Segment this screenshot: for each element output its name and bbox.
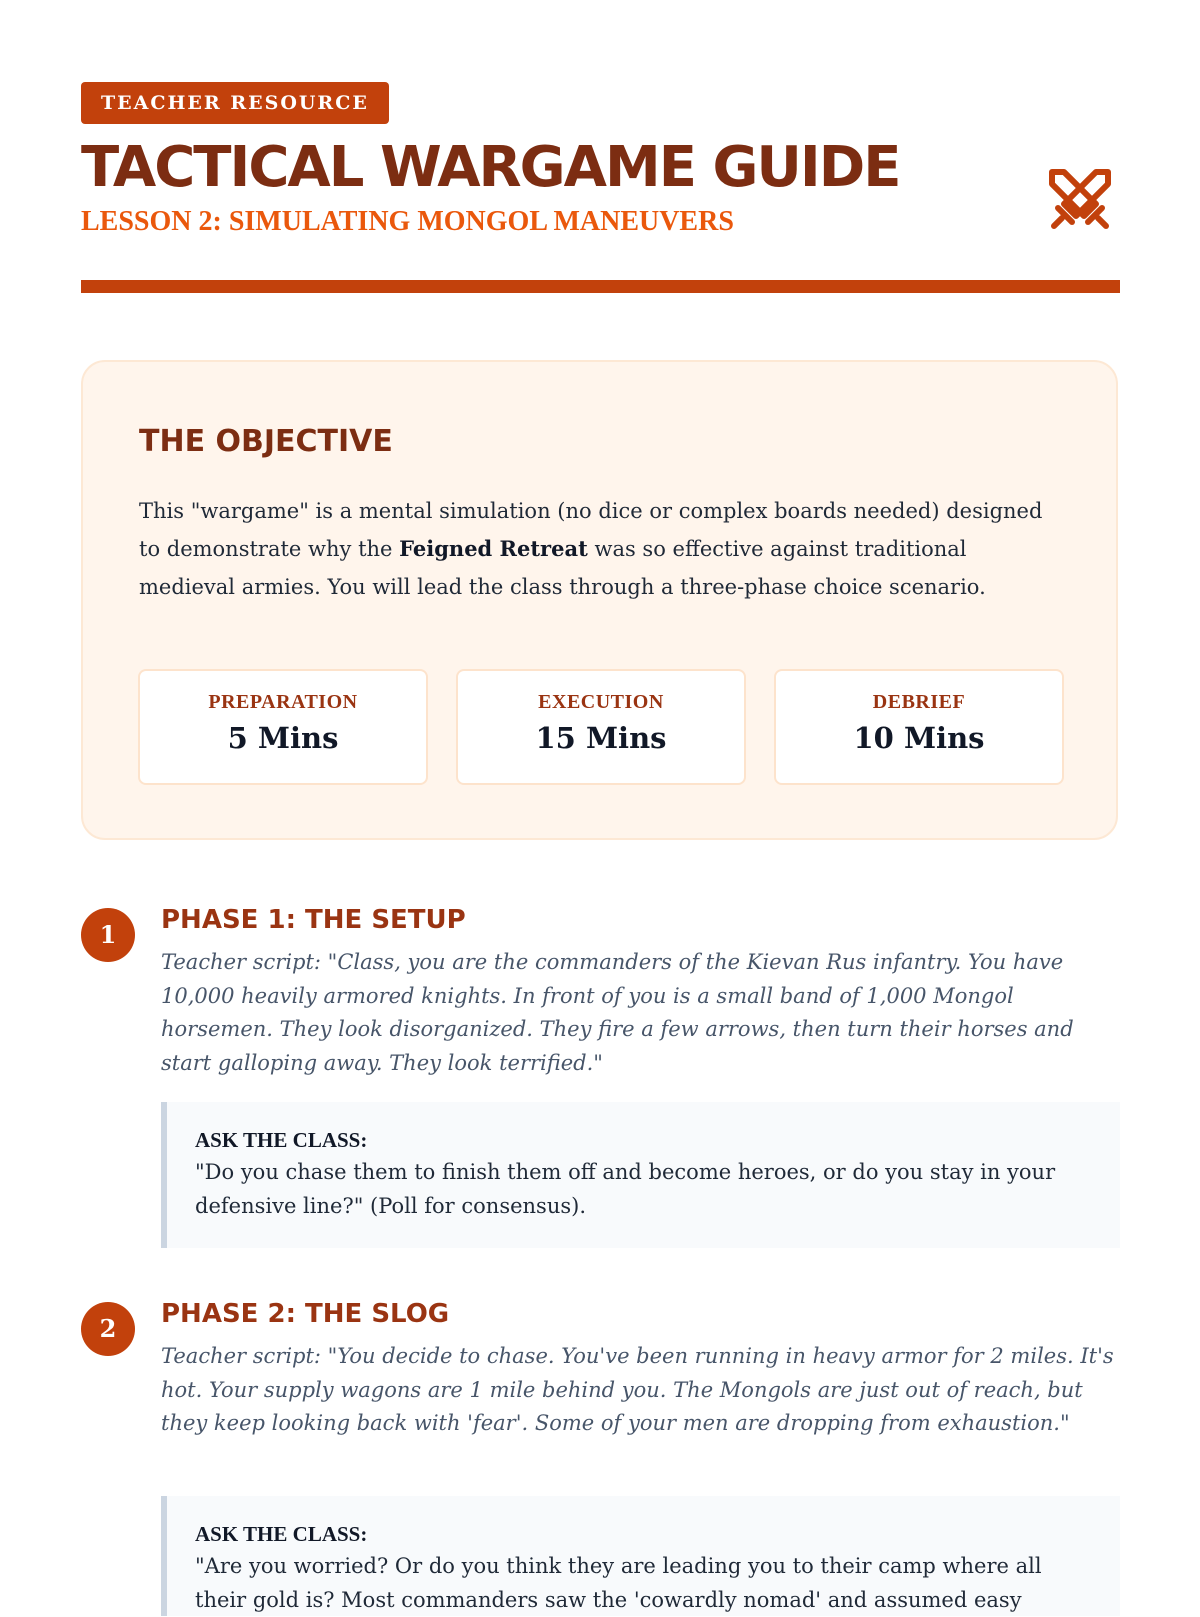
ask-the-class-callout [161,1496,1120,1616]
teacher-script: Teacher script: "You decide to chase. You've been running in heavy armor for 2 miles. It's hot. Your supply wagons are 1 mile behind you. The Mongols are just out of reach, but they keep looking back with 'fear'. Some of your men are dropping from exhaustion." [161,1344,1114,1435]
feigned-retreat-term: Feigned Retreat [399,536,588,561]
stat-card-execution [456,669,746,785]
objective-card [81,360,1118,840]
page-title: TACTICAL WARGAME GUIDE [81,135,900,200]
ask-label: ASK THE CLASS: [195,1522,368,1546]
stat-value: 15 Mins [535,721,667,755]
teacher-resource-badge: TEACHER RESOURCE [81,82,389,124]
stat-value: 5 Mins [227,721,339,755]
ask-question: "Are you worried? Or do you think they are leading you to their camp where all their gold is? Most commanders saw the 'cowardly nomad' and assumed easy [195,1554,1042,1612]
ask-question: "Do you chase them to finish them off and become heroes, or do you stay in your defensive line?" (Poll for consensus). [195,1160,1056,1218]
objective-heading: THE OBJECTIVE [139,424,393,459]
stat-label: DEBRIEF [872,691,966,713]
lesson-subtitle: LESSON 2: SIMULATING MONGOL MANEUVERS [81,206,734,237]
phase-number-badge: 2 [81,1302,135,1356]
objective-text-part: This "wargame" is a mental simulation (no dice or complex boards needed) designed to demonstrate why the [139,499,1043,561]
objective-text [139,492,1049,606]
stat-value: 10 Mins [853,721,985,755]
objective-text-part: was so effective against traditional medieval armies. You will lead the class through a three-phase choice scenario. [139,537,986,599]
ask-the-class-callout [161,1102,1120,1248]
stat-label: PREPARATION [208,691,358,713]
stat-card-preparation [138,669,428,785]
header-divider [81,280,1120,293]
stat-label: EXECUTION [538,691,664,713]
phase-title: PHASE 2: THE SLOG [161,1299,450,1329]
teacher-script: Teacher script: "Class, you are the commanders of the Kievan Rus infantry. You have 10,000 heavily armored knights. In front of you is a small band of 1,000 Mongol horsemen. They look disorganized. They fire a few arrows, then turn their horses and start galloping away. They look terrified." [161,950,1074,1075]
crossed-swords-icon [1044,164,1116,236]
stat-card-debrief [774,669,1064,785]
ask-label: ASK THE CLASS: [195,1128,368,1152]
phase-title: PHASE 1: THE SETUP [161,905,466,935]
phase-number-badge: 1 [81,908,135,962]
